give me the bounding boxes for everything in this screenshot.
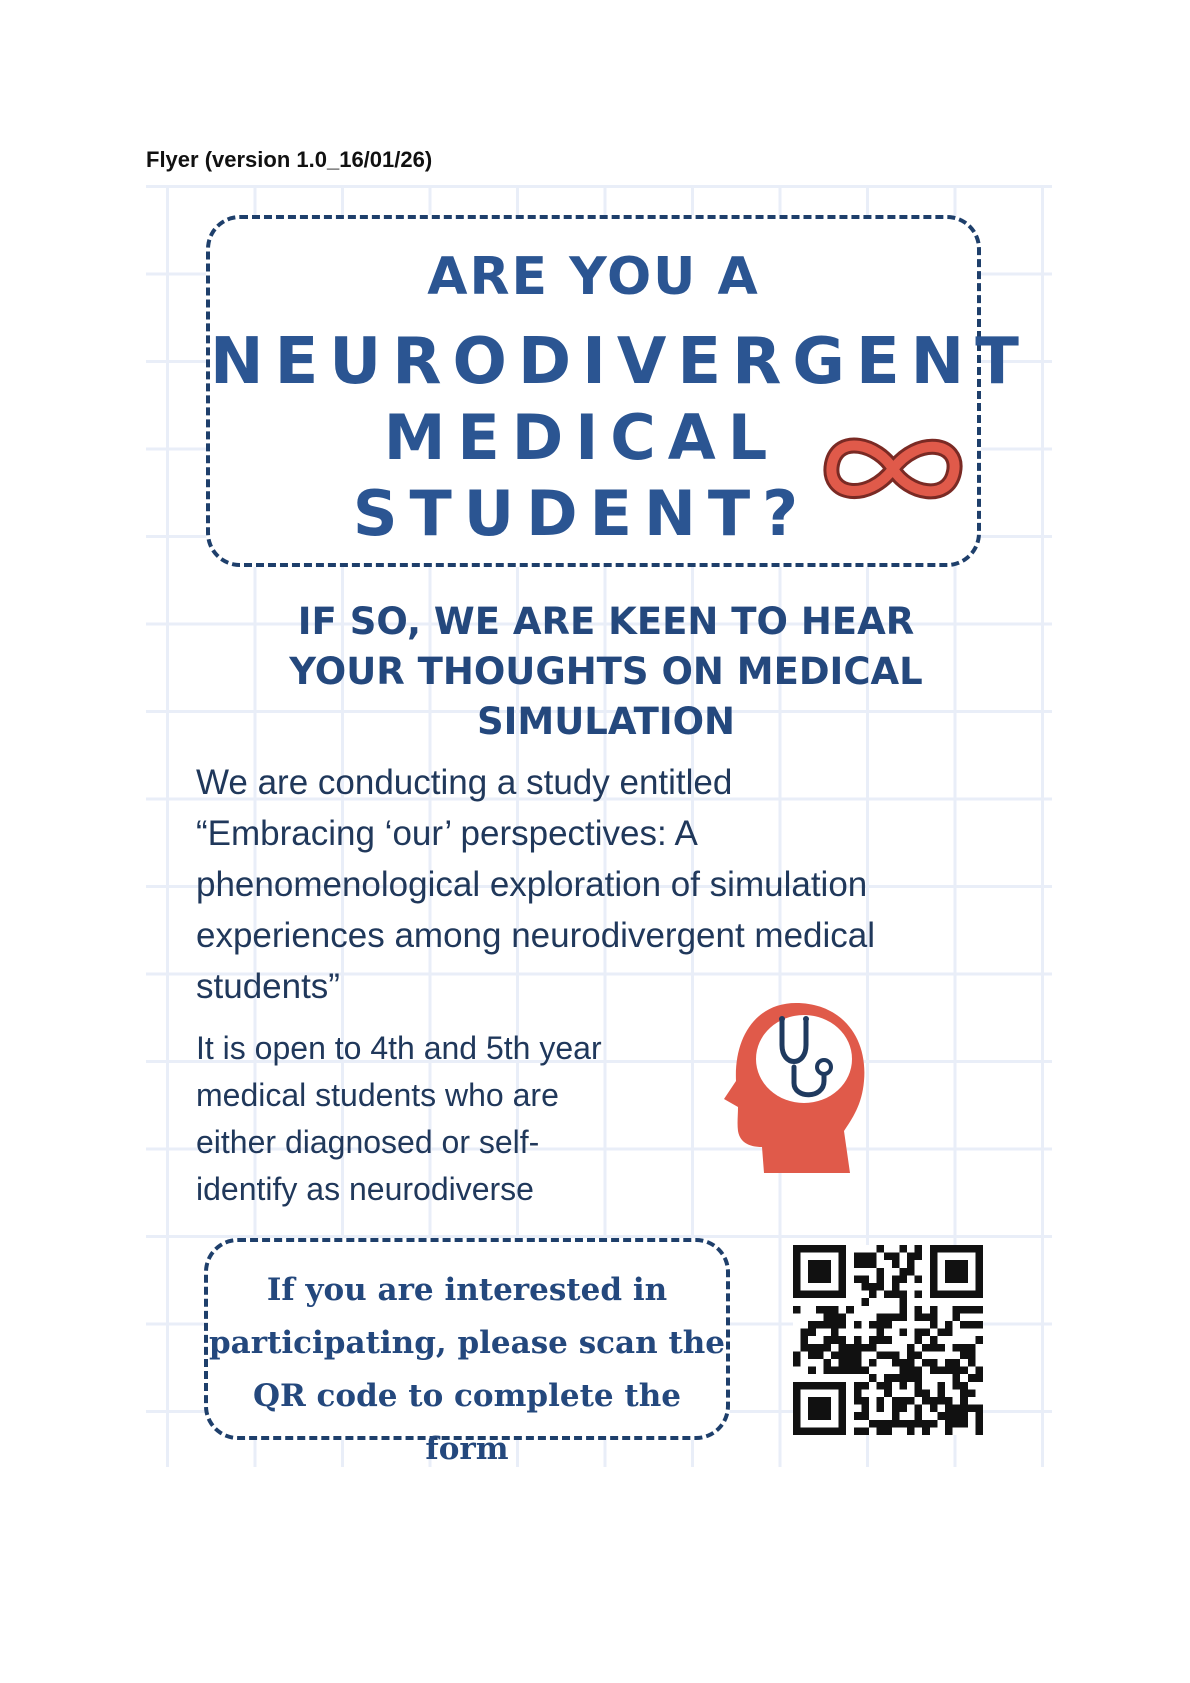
eligibility-line-3: either diagnosed or self- bbox=[196, 1124, 540, 1160]
study-line-5: students” bbox=[196, 967, 340, 1006]
study-description bbox=[196, 757, 996, 1012]
study-line-2: “Embracing ‘our’ perspectives: A bbox=[196, 814, 698, 853]
subheading-line-3: SIMULATION bbox=[476, 700, 736, 743]
study-line-1: We are conducting a study entitled bbox=[196, 763, 733, 802]
eligibility-line-1: It is open to 4th and 5th year bbox=[196, 1030, 602, 1066]
title-box bbox=[206, 215, 1030, 567]
head-stethoscope-icon bbox=[716, 995, 876, 1175]
title-line-1: ARE YOU A bbox=[427, 247, 760, 307]
title-line-2: NEURODIVERGENT bbox=[210, 325, 1030, 399]
call-to-action-text bbox=[208, 1264, 726, 1476]
call-to-action-box bbox=[204, 1238, 730, 1467]
subheading bbox=[226, 597, 986, 747]
flyer-version-label: Flyer (version 1.0_16/01/26) bbox=[146, 147, 433, 172]
flyer bbox=[146, 185, 1052, 1467]
title-line-4: STUDENT? bbox=[352, 477, 811, 550]
cta-line-3: QR code to complete the form bbox=[252, 1378, 682, 1467]
title-line-3: MEDICAL bbox=[383, 401, 780, 474]
eligibility-text bbox=[196, 1025, 696, 1213]
eligibility-line-2: medical students who are bbox=[196, 1077, 559, 1113]
eligibility-line-4: identify as neurodiverse bbox=[196, 1171, 534, 1207]
cta-line-1: If you are interested in bbox=[266, 1272, 668, 1308]
cta-line-2: participating, please scan the bbox=[208, 1325, 726, 1361]
subheading-line-2: YOUR THOUGHTS ON MEDICAL bbox=[289, 650, 923, 693]
study-line-4: experiences among neurodivergent medical bbox=[196, 916, 876, 955]
subheading-line-1: IF SO, WE ARE KEEN TO HEAR bbox=[297, 600, 915, 643]
qr-code[interactable] bbox=[793, 1245, 983, 1435]
infinity-icon bbox=[818, 424, 968, 514]
study-line-3: phenomenological exploration of simulation bbox=[196, 865, 868, 904]
